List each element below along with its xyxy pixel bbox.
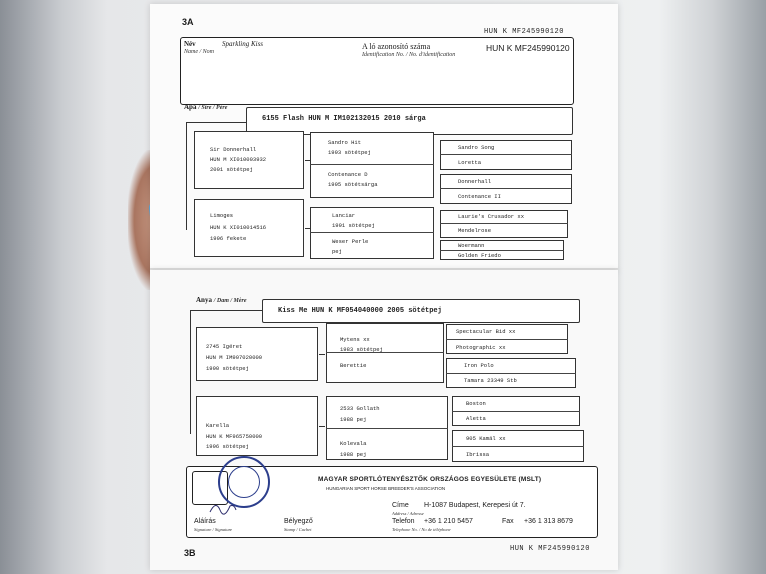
gen2-line3: 1990 sötétpej: [206, 365, 249, 372]
gen4-name: Ibrissa: [466, 451, 490, 458]
bracket-line: [190, 310, 262, 311]
signature-label: Aláírás: [194, 518, 216, 525]
connector: [319, 426, 325, 427]
gen3-detail: 1991 sötétpej: [332, 222, 375, 229]
separator: [446, 339, 568, 340]
gen3-name: Weser Perle: [332, 238, 369, 245]
separator: [440, 154, 572, 155]
bracket-line: [186, 122, 246, 123]
gen4-name: Boston: [466, 400, 486, 407]
association-name: MAGYAR SPORTLÓTENYÉSZTŐK ORSZÁGOS EGYESÜLETE (MSLT): [318, 476, 542, 483]
separator: [440, 250, 564, 251]
page-number-bottom: 3B: [184, 548, 196, 558]
gen3-detail: 1993 sötétpej: [328, 149, 371, 156]
sire-label: Apa: [184, 103, 197, 111]
gen2-line2: HUN M XI010003932: [210, 156, 267, 163]
gen2-line3: 2001 sötétpej: [210, 166, 253, 173]
separator: [446, 373, 576, 374]
separator: [310, 232, 434, 233]
bracket-line: [186, 122, 187, 230]
gen3-name: Sandro Hit: [328, 139, 362, 146]
connector: [319, 354, 325, 355]
separator: [452, 446, 584, 447]
footer-id: HUN K MF245990120: [510, 545, 590, 553]
separator: [326, 428, 448, 429]
dam-label: Anya: [196, 296, 212, 304]
stamp-sub: Stamp / Cachet: [284, 527, 312, 532]
phone-sub: Telephone No. / No de téléphone: [392, 527, 451, 532]
gen4-name: Sandro Song: [458, 144, 495, 151]
address-value: H-1087 Budapest, Kerepesi út 7.: [424, 502, 526, 509]
phone-label: Telefon: [392, 518, 415, 525]
separator: [440, 223, 568, 224]
gen3-name: Lanciar: [332, 212, 356, 219]
name-sub: Name / Nom: [184, 49, 214, 55]
gen4-name: 905 Kamál xx: [466, 435, 506, 442]
gen4-name: Donnerhall: [458, 178, 492, 185]
gen4-name: Aletta: [466, 415, 486, 422]
gen2-line3: 1996 fekete: [210, 235, 247, 242]
gen3-name: Contenance D: [328, 171, 368, 178]
sire-sub: / Sire / Père: [198, 105, 228, 111]
name-label: Név: [184, 40, 196, 48]
gen3-name: Kolevala: [340, 440, 367, 447]
address-sub: Address / Adresse: [392, 511, 424, 516]
gen4-name: Photographic xx: [456, 344, 506, 351]
separator: [452, 411, 580, 412]
gen3-detail: 1988 pej: [340, 451, 367, 458]
gen3-name: Berettie: [340, 362, 367, 369]
phone-value: +36 1 210 5457: [424, 518, 473, 525]
dam-value: Kiss Me HUN K MF054040000 2005 sötétpej: [278, 307, 442, 315]
gen4-name: Golden Friedo: [458, 252, 501, 259]
gen2-line2: HUN K MF965750000: [206, 433, 263, 440]
page-number-top: 3A: [182, 17, 194, 27]
gen2-line1: Limoges: [210, 212, 234, 219]
address-label: Címe: [392, 502, 409, 509]
gen3-box-2: [310, 207, 434, 259]
bracket-line: [190, 310, 191, 434]
fax-label: Fax: [502, 518, 514, 525]
gen2-line1: Sir Donnerhall: [210, 146, 257, 153]
separator: [440, 188, 572, 189]
stamp-label: Bélyegző: [284, 518, 313, 525]
horse-name: Sparkling Kiss: [222, 40, 264, 48]
gen3-detail: 1988 pej: [340, 416, 367, 423]
id-label: A ló azonosító száma: [362, 42, 431, 51]
dam-sub: / Dam / Mère: [213, 298, 247, 304]
gen4-name: Mendelrose: [458, 227, 492, 234]
gen4-name: Laurie's Crusador xx: [458, 213, 525, 220]
gen3-detail: pej: [332, 248, 342, 255]
gen4-name: Spectacular Bid xx: [456, 328, 516, 335]
gen4-name: Iron Polo: [464, 362, 494, 369]
gen4-name: Woermann: [458, 242, 485, 249]
gen3-detail: 1983 sötétpej: [340, 346, 383, 353]
gen2-line1: 2745 Igéret: [206, 343, 243, 350]
association-sub: HUNGARIAN SPORT HORSE BREEDER'S ASSOCIATION: [326, 486, 446, 491]
separator: [310, 164, 434, 165]
id-sub: Identification No. / No. d'identification: [362, 52, 456, 58]
signature-scribble: [208, 498, 238, 518]
gen3-name: Mytens xx: [340, 336, 370, 343]
gen2-line3: 1996 sötétpej: [206, 443, 249, 450]
gen3-name: 2533 Gollath: [340, 405, 380, 412]
gen2-line1: Karella: [206, 422, 230, 429]
gen2-line2: HUN M IM907020000: [206, 354, 263, 361]
signature-sub: Signature / Signature: [194, 527, 233, 532]
header-id: HUN K MF245990120: [484, 28, 564, 36]
gen4-name: Loretta: [458, 159, 482, 166]
stamp-inner-ring: [228, 466, 260, 498]
sire-value: 6155 Flash HUN M IM102132015 2010 sárga: [262, 115, 426, 123]
gen2-line2: HUN K XI010014516: [210, 224, 267, 231]
id-value: HUN K MF245990120: [486, 43, 570, 53]
fax-value: +36 1 313 8679: [524, 518, 573, 525]
gen4-name: Tamara 23349 Stb: [464, 377, 517, 384]
gen4-name: Contenance II: [458, 193, 501, 200]
gen3-box-3: [326, 323, 444, 383]
gen3-detail: 1995 sötétsárga: [328, 181, 378, 188]
